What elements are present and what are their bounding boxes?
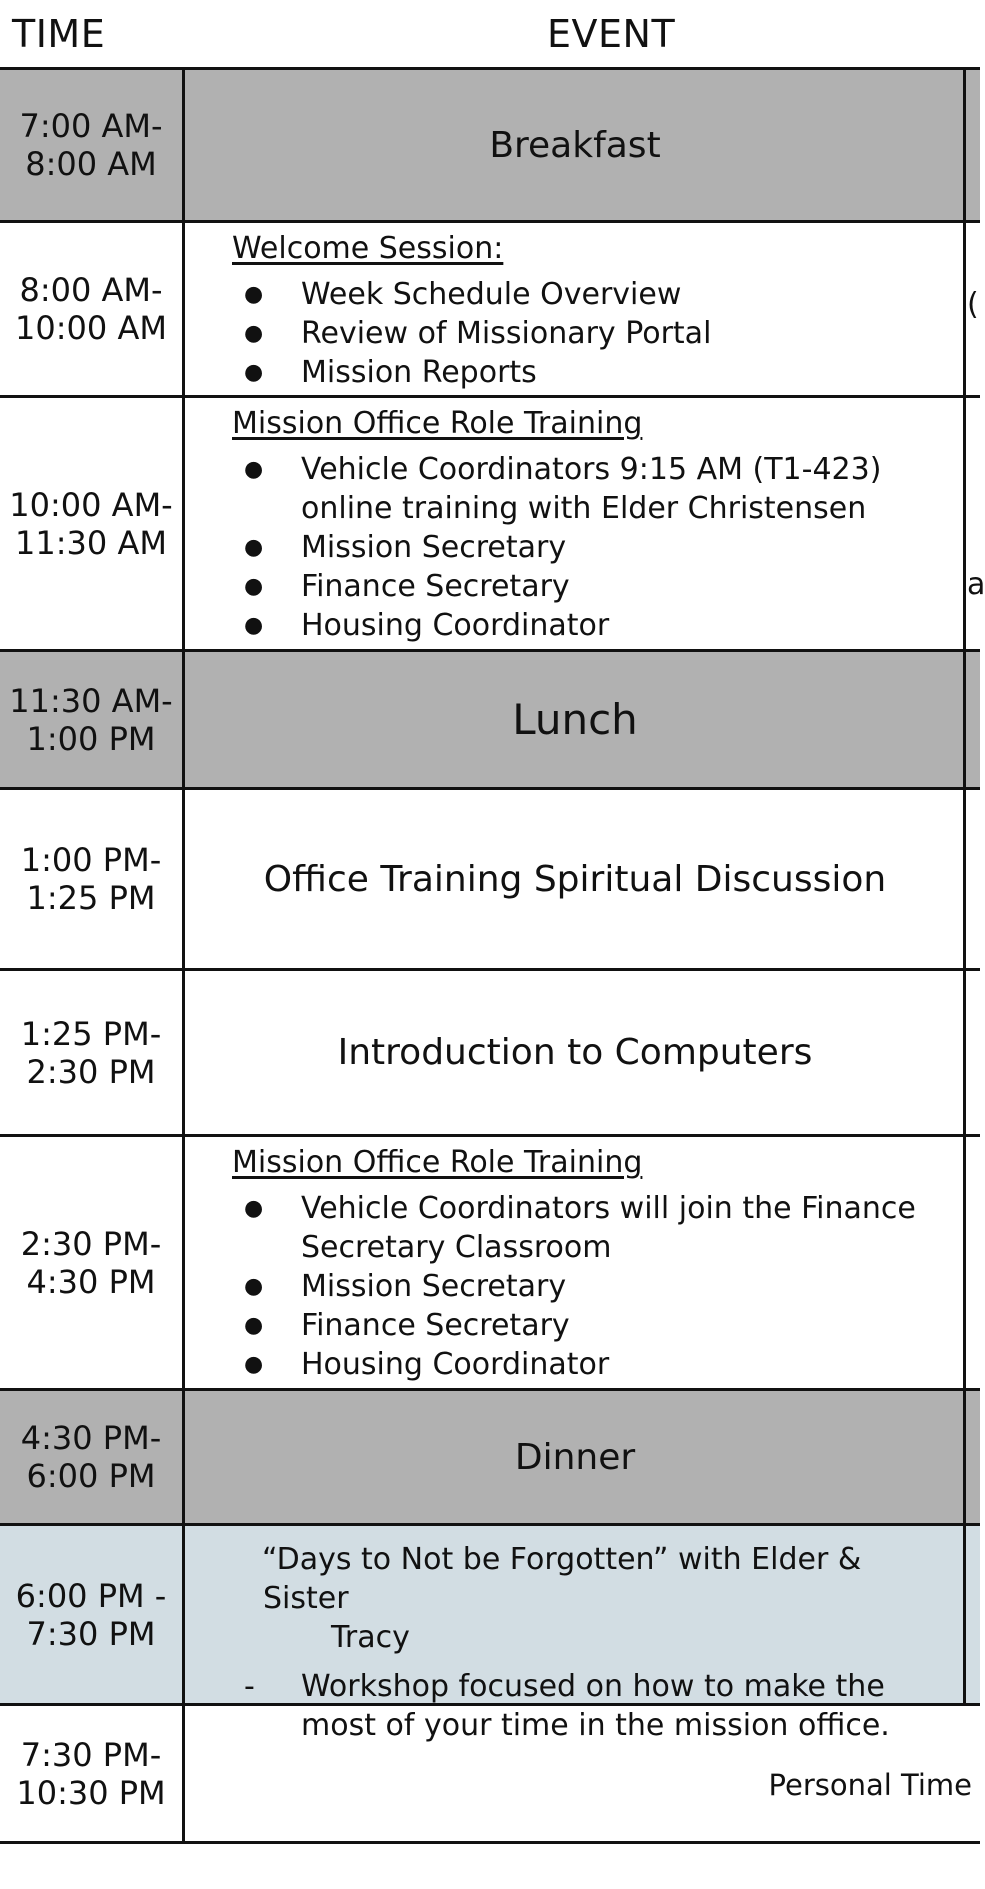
- event-cell: [185, 1137, 965, 1388]
- workshop-title-line: “Days to Not be Forgotten” with Elder & Sister: [262, 1542, 862, 1616]
- time-text: 10:00 AM-11:30 AM: [9, 485, 173, 562]
- event-cell: [185, 1391, 965, 1523]
- list-item: ● Finance Secretary: [232, 567, 965, 606]
- time-cell: [0, 70, 185, 220]
- time-cell: [0, 790, 185, 968]
- table-right-border: [963, 398, 966, 649]
- table-right-border: [963, 1526, 966, 1703]
- list-item: ● Week Schedule Overview: [232, 275, 965, 314]
- schedule-row-role-training-morning: [0, 398, 985, 652]
- time-text: 1:25 PM-2:30 PM: [20, 1014, 162, 1091]
- event-text: Breakfast: [489, 124, 661, 166]
- event-column-header: EVENT: [547, 12, 676, 56]
- event-text: Lunch: [512, 695, 638, 744]
- time-cell: [0, 971, 185, 1134]
- workshop-title-line: Tracy: [331, 1620, 410, 1655]
- list-item: ● Mission Reports: [232, 353, 965, 392]
- event-text: Introduction to Computers: [337, 1032, 813, 1073]
- schedule-row-lunch: [0, 652, 980, 790]
- cropped-text-fragment: a: [967, 567, 985, 602]
- session-bullet-list: [232, 1189, 965, 1384]
- session-title: Mission Office Role Training: [232, 406, 643, 441]
- list-item: ● Mission Secretary: [232, 1267, 965, 1306]
- schedule-row-role-training-afternoon: [0, 1137, 980, 1391]
- time-text: 11:30 AM-1:00 PM: [9, 681, 173, 758]
- event-cell: [185, 971, 965, 1134]
- session-bullet-list: [232, 275, 965, 392]
- time-cell: [0, 1706, 185, 1841]
- list-item: ● Housing Coordinator: [232, 1345, 965, 1384]
- time-text: 1:00 PM-1:25 PM: [20, 841, 162, 917]
- time-text: 6:00 PM - 7:30 PM: [15, 1576, 167, 1653]
- event-cell: [185, 223, 965, 395]
- session-title: Welcome Session:: [232, 231, 504, 266]
- list-item: - Workshop focused on how to make the most of your time in the mission office.: [232, 1667, 965, 1745]
- event-text: Dinner: [514, 1436, 636, 1478]
- schedule-row-personal-time: [0, 1706, 980, 1844]
- table-right-border: [963, 1391, 966, 1523]
- list-item: ● Review of Missionary Portal: [232, 314, 965, 353]
- schedule-row-breakfast: [0, 70, 980, 223]
- time-text: 2:30 PM-4:30 PM: [20, 1224, 162, 1301]
- workshop-title: [185, 1526, 965, 1657]
- time-column-header: TIME: [12, 12, 106, 56]
- event-cell: [185, 1706, 980, 1841]
- time-cell: [0, 652, 185, 787]
- table-right-border: [963, 790, 966, 968]
- event-cell: [185, 70, 965, 220]
- time-text: 7:00 AM-8:00 AM: [19, 107, 163, 183]
- list-item: ● Vehicle Coordinators 9:15 AM (T1-423) online training with Elder Christensen: [232, 450, 965, 528]
- time-text: 7:30 PM-10:30 PM: [16, 1735, 166, 1812]
- event-cell: [185, 398, 965, 649]
- schedule-table: [0, 67, 985, 1844]
- table-right-border: [963, 971, 966, 1134]
- time-text: 4:30 PM-6:00 PM: [20, 1419, 162, 1495]
- schedule-row-dinner: [0, 1391, 980, 1526]
- event-text: Personal Time: [768, 1768, 972, 1802]
- time-cell: [0, 398, 185, 649]
- event-cell: [185, 652, 965, 787]
- list-item: ● Mission Secretary: [232, 528, 965, 567]
- list-item: ● Housing Coordinator: [232, 606, 965, 645]
- event-cell: [185, 1526, 965, 1743]
- table-right-border: [963, 652, 966, 787]
- schedule-row-welcome-session: [0, 223, 980, 398]
- time-cell: [0, 1526, 185, 1703]
- time-text: 8:00 AM-10:00 AM: [15, 271, 167, 347]
- event-text: Office Training Spiritual Discussion: [263, 858, 887, 900]
- table-right-border: [963, 70, 966, 220]
- session-bullet-list: [232, 450, 965, 645]
- event-cell: [185, 790, 965, 968]
- table-right-border: [963, 223, 966, 395]
- schedule-row-workshop: [0, 1526, 980, 1743]
- list-item: ● Finance Secretary: [232, 1306, 965, 1345]
- schedule-row-intro-computers: [0, 971, 980, 1137]
- cropped-text-fragment: (: [967, 287, 979, 322]
- time-cell: [0, 1391, 185, 1523]
- list-item: ● Vehicle Coordinators will join the Finance Secretary Classroom: [232, 1189, 965, 1267]
- session-title: Mission Office Role Training: [232, 1145, 643, 1180]
- schedule-row-spiritual-discussion: [0, 790, 980, 971]
- table-right-border: [963, 1137, 966, 1388]
- time-cell: [0, 1137, 185, 1388]
- time-cell: [0, 223, 185, 395]
